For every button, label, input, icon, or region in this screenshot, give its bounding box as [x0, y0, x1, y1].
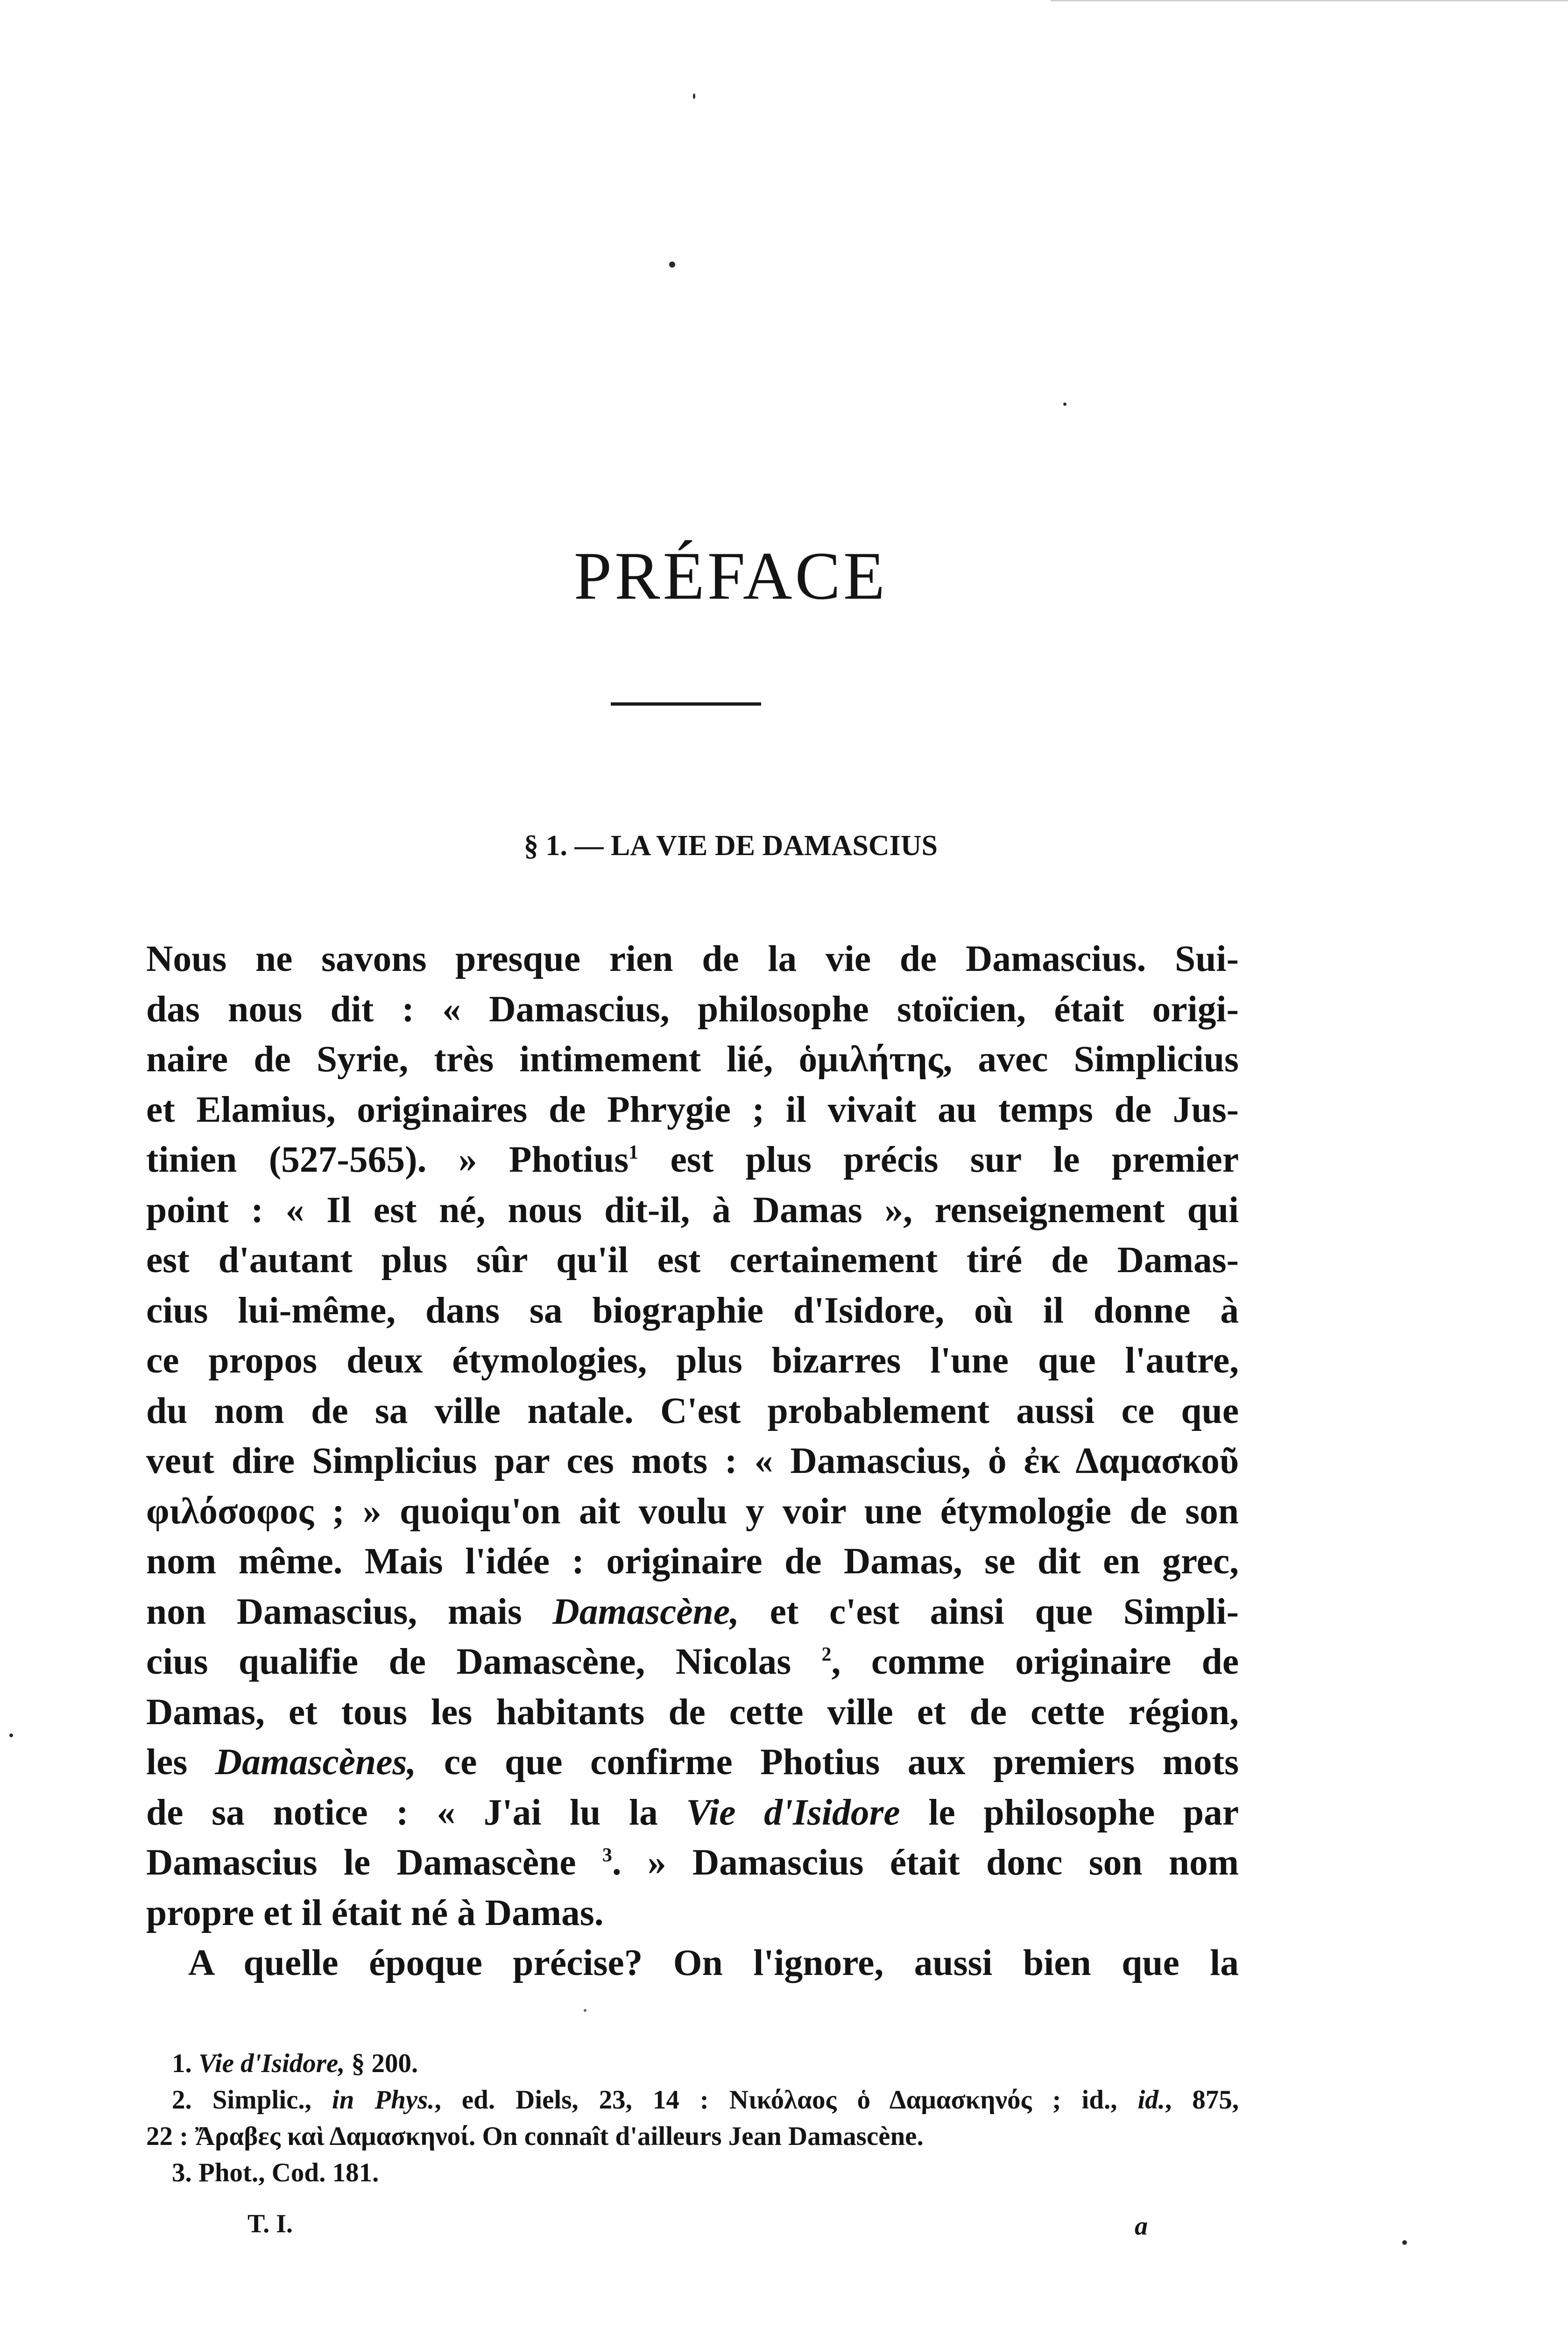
volume-signature: T. I.	[247, 2209, 293, 2238]
section-heading: § 1. — LA VIE DE DAMASCIUS	[524, 830, 938, 862]
footnote-marker: 2	[821, 1644, 832, 1665]
text-fragment: est plus précis sur le premier	[638, 1139, 1239, 1180]
scan-speck	[669, 262, 675, 268]
footnote-separator	[584, 2009, 586, 2012]
scan-speck	[9, 1734, 13, 1737]
text-line: du nom de sa ville natale. C'est probablement aussi ce que	[146, 1390, 1239, 1431]
footnotes	[146, 2045, 1239, 2191]
footnote-marker: 3	[602, 1845, 612, 1866]
text-line: naire de Syrie, très intimement lié, ὁμιλήτης, avec Simplicius	[146, 1039, 1239, 1080]
italic-term: id.	[1137, 2085, 1165, 2115]
text-fragment: , comme originaire de	[831, 1641, 1239, 1682]
italic-title: Vie d'Isidore	[686, 1791, 900, 1833]
text-line: Damas, et tous les habitants de cette ville et de cette région,	[146, 1691, 1239, 1733]
text-line	[146, 1637, 1239, 1687]
footnote-1	[146, 2045, 1239, 2082]
text-fragment: , ed. Diels, 23, 14 : Νικόλαος ὁ Δαμασκηνός ; id.,	[434, 2085, 1138, 2115]
scan-speck	[1402, 2240, 1407, 2245]
page-title: PRÉFACE	[573, 538, 888, 614]
text-fragment: 2. Simplic.,	[172, 2085, 332, 2115]
italic-term: Damascène,	[552, 1591, 740, 1632]
text-line: propre et il était né à Damas.	[146, 1892, 604, 1933]
footnote-marker: 1	[629, 1142, 639, 1163]
text-line	[146, 1135, 1239, 1185]
scan-edge-line	[1051, 0, 1568, 1]
footnote-3: 3. Phot., Cod. 181.	[172, 2158, 379, 2187]
text-fragment: non Damascius, mais	[146, 1591, 522, 1632]
text-line	[146, 1737, 1239, 1788]
italic-term: Damascènes,	[215, 1741, 417, 1783]
text-line	[146, 1838, 1239, 1888]
italic-term: in Phys.	[332, 2085, 435, 2115]
text-line: veut dire Simplicius par ces mots : « Damascius, ὁ ἐκ Δαμασκοῦ	[146, 1440, 1239, 1481]
text-fragment: cius qualifie de Damascène, Nicolas	[146, 1641, 791, 1682]
footnote-2	[146, 2082, 1239, 2118]
text-line: nom même. Mais l'idée : originaire de Damas, se dit en grec,	[146, 1541, 1239, 1582]
text-line: est d'autant plus sûr qu'il est certainement tiré de Damas-	[146, 1239, 1239, 1281]
footnote-2-continued: 22 : Ἄραβες καὶ Δαμασκηνοί. On connaît d'ailleurs Jean Damascène.	[146, 2122, 924, 2151]
text-fragment: tinien (527-565). » Photius	[146, 1139, 629, 1180]
text-line	[146, 1788, 1239, 1838]
text-line: point : « Il est né, nous dit-il, à Damas », renseignement qui	[146, 1189, 1239, 1231]
text-fragment: et c'est ainsi que Simpli-	[739, 1591, 1239, 1632]
title-underline	[611, 702, 761, 706]
text-line: Nous ne savons presque rien de la vie de Damascius. Sui-	[146, 938, 1239, 979]
text-fragment: ce que confirme Photius aux premiers mots	[416, 1741, 1239, 1783]
text-fragment: . » Damascius était donc son nom	[612, 1842, 1239, 1883]
body-paragraph	[146, 934, 1239, 1988]
sheet-signature: a	[1135, 2212, 1148, 2241]
text-line: et Elamius, originaires de Phrygie ; il vivait au temps de Jus-	[146, 1089, 1239, 1130]
text-fragment: le philosophe par	[900, 1791, 1239, 1833]
text-line: cius lui-même, dans sa biographie d'Isidore, où il donne à	[146, 1289, 1239, 1331]
text-line: ce propos deux étymologies, plus bizarres l'une que l'autre,	[146, 1340, 1239, 1381]
footnote-number: 1.	[172, 2049, 198, 2078]
text-fragment: Damascius le Damascène	[146, 1842, 576, 1883]
text-line: A quelle époque précise? On l'ignore, aussi bien que la	[188, 1942, 1239, 1983]
text-line: φιλόσοφος ; » quoiqu'on ait voulu y voir une étymologie de son	[146, 1490, 1239, 1532]
scan-speck	[1063, 403, 1067, 406]
text-fragment: § 200.	[345, 2049, 418, 2078]
text-fragment: les	[146, 1741, 188, 1783]
text-line	[146, 1587, 1239, 1637]
text-line: das nous dit : « Damascius, philosophe stoïcien, était origi-	[146, 988, 1239, 1030]
text-fragment: de sa notice : « J'ai lu la	[146, 1791, 658, 1833]
scan-speck	[693, 93, 695, 99]
italic-title: Vie d'Isidore,	[198, 2049, 345, 2078]
text-fragment: , 875,	[1165, 2085, 1239, 2115]
